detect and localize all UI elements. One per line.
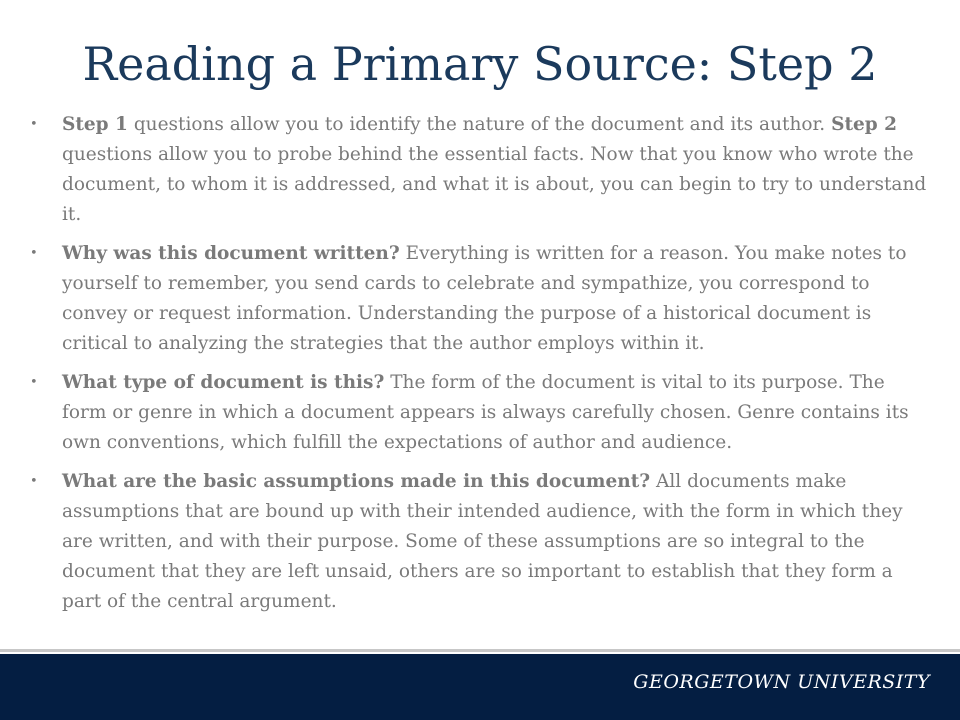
bullet-dot: •	[30, 474, 38, 489]
university-logo: GEORGETOWN UNIVERSITY	[633, 671, 930, 693]
bullet-item	[30, 368, 934, 458]
footer-divider	[0, 649, 960, 652]
bullet-text: questions allow you to probe behind the essential facts. Now that you know who wrote the document, to whom it is addressed, and what it is about, you can begin to try to understand it.	[62, 144, 927, 225]
bullet-dot: •	[30, 246, 38, 261]
bullet-text: questions allow you to identify the nature of the document and its author.	[127, 114, 832, 135]
bullet-list	[30, 110, 934, 626]
bullet-item	[30, 110, 934, 230]
bullet-dot: •	[30, 117, 38, 132]
bullet-bold-text: What are the basic assumptions made in this document?	[62, 471, 651, 492]
bullet-text: The form of the document is vital to its purpose. The form or genre in which a document appears is always carefully chosen. Genre contains its own conventions, which fulfill the expectations of author and audience.	[62, 372, 909, 453]
bullet-bold-text: Step 1	[62, 114, 128, 135]
bullet-text: Everything is written for a reason. You make notes to yourself to remember, you send cards to celebrate and sympathize, you correspond to convey or request information. Understanding the purpose of a historical document is critical to analyzing the strategies that the author employs within it.	[62, 243, 907, 354]
bullet-item	[30, 467, 934, 617]
bullet-bold-text: What type of document is this?	[62, 372, 385, 393]
bullet-bold-text: Step 2	[831, 114, 898, 135]
bullet-bold-text: Why was this document written?	[62, 243, 400, 264]
bullet-dot: •	[30, 375, 38, 390]
bullet-item	[30, 239, 934, 359]
bullet-text: All documents make assumptions that are bound up with their intended audience, with the form in which they are written, and with their purpose. Some of these assumptions are so integral to the document that they are left unsaid, others are so important to establish that they form a part of the central argument.	[62, 471, 903, 612]
footer-bar	[0, 654, 960, 720]
slide-title: Reading a Primary Source: Step 2	[82, 37, 878, 91]
